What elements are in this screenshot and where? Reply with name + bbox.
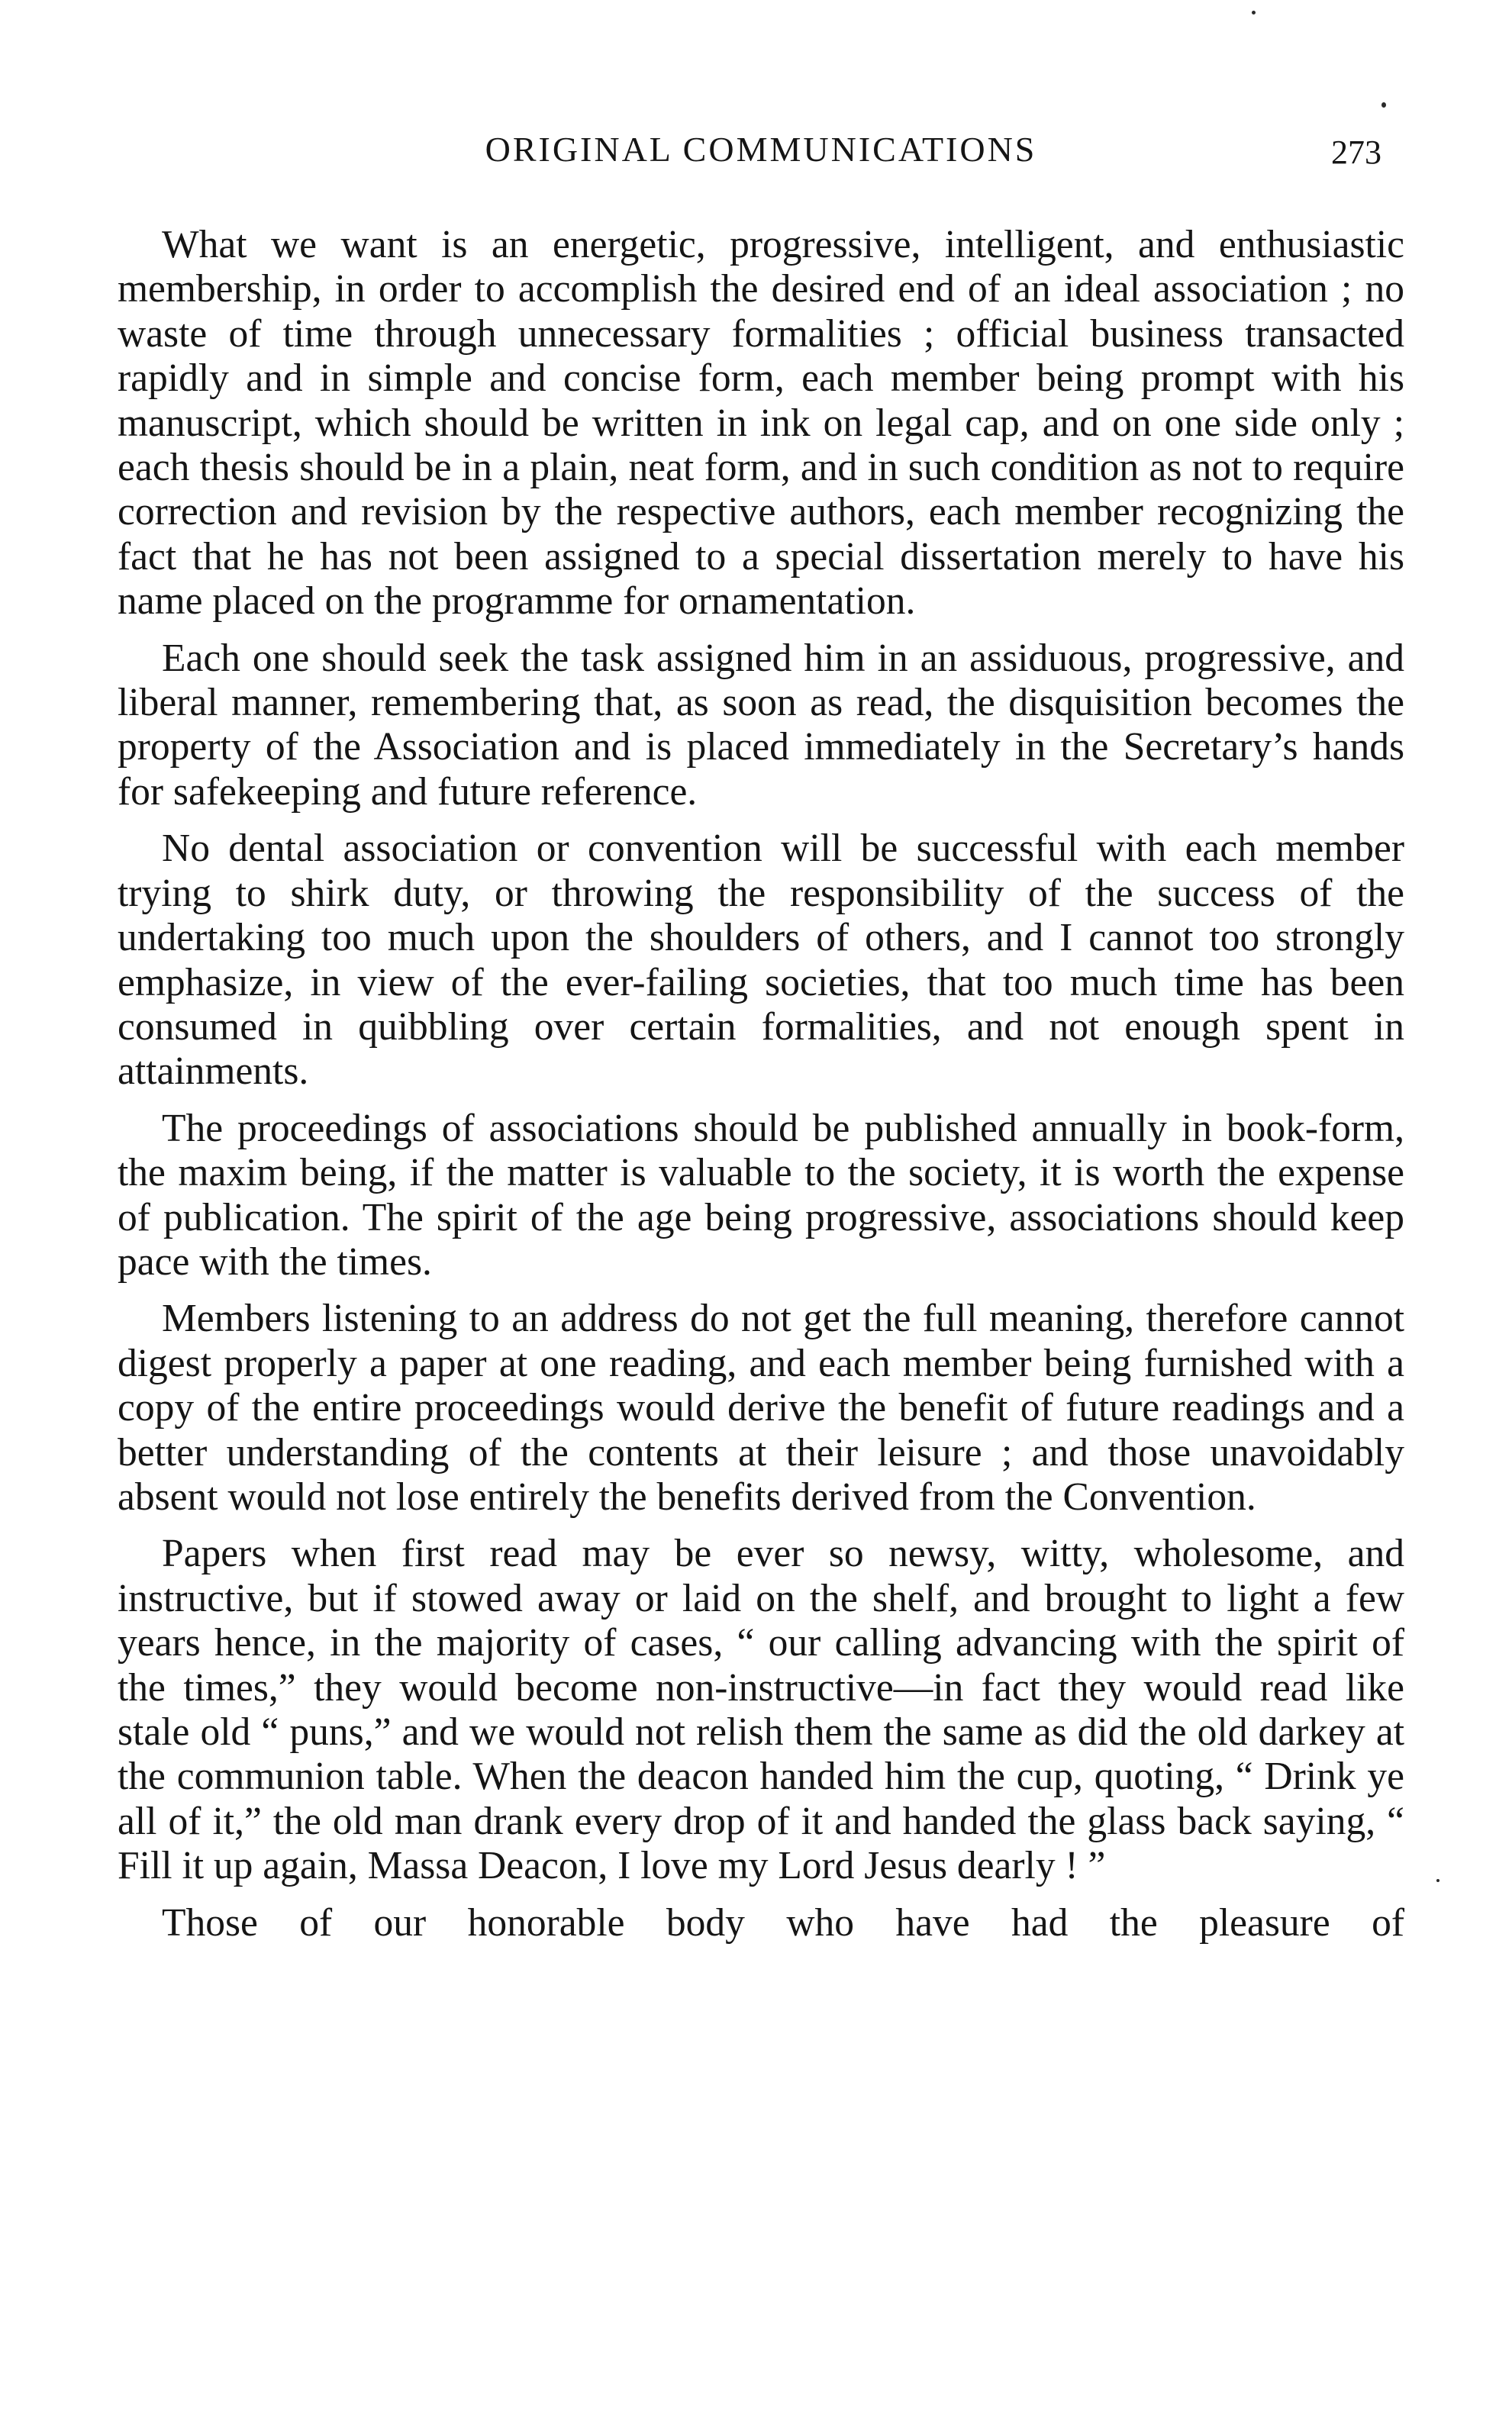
body-text bbox=[118, 223, 1404, 1945]
paragraph: No dental association or convention will be successful with each member trying to shirk duty, or throwing the responsibility of the success of the undertaking too much upon the shoulders of others, and I cannot too strongly emphasize, in view of the ever-failing societies, that too much time has been consumed in quibbling over certain formalities, and not enough spent in attainments. bbox=[118, 827, 1404, 1094]
ink-speck bbox=[1381, 102, 1386, 108]
book-page bbox=[118, 122, 1404, 1945]
ink-speck bbox=[1252, 11, 1256, 15]
paragraph: Each one should seek the task assigned him in an assiduous, progressive, and liberal manner, remembering that, as soon as read, the disquisition becomes the property of the Association and is placed immediately in the Secretary’s hands for safekeeping and future reference. bbox=[118, 636, 1404, 814]
page-number: 273 bbox=[1331, 134, 1381, 171]
paragraph: Those of our honorable body who have had the pleasure of bbox=[162, 1900, 1404, 1945]
paragraph: What we want is an energetic, progressive, intelligent, and enthusiastic membership, in order to accomplish the desired end of an ideal association ; no waste of time through unnecessary formalities ; official business transacted rapidly and in simple and concise form, each member being prompt with his manuscript, which should be written in ink on legal cap, and on one side only ; each thesis should be in a plain, neat form, and in such condition as not to require correction and revision by the respective authors, each member recognizing the fact that he has not been assigned to a special dissertation merely to have his name placed on the programme for ornamentation. bbox=[118, 223, 1404, 624]
paragraph: The proceedings of associations should be published annually in book-form, the maxim being, if the matter is valuable to the society, it is worth the expense of publication. The spirit of the age being progressive, associations should keep pace with the times. bbox=[118, 1106, 1404, 1284]
running-title: ORIGINAL COMMUNICATIONS bbox=[485, 130, 1037, 169]
ink-speck bbox=[1436, 1879, 1439, 1882]
running-head bbox=[118, 122, 1404, 177]
paragraph: Papers when first read may be ever so newsy, witty, wholesome, and instructive, but if stowed away or laid on the shelf, and brought to light a few years hence, in the majority of cases, “ our calling advancing with the spirit of the times,” they would become non-instructive—in fact they would read like stale old “ puns,” and we would not relish them the same as did the old darkey at the communion table. When the deacon handed him the cup, quoting, “ Drink ye all of it,” the old man drank every drop of it and handed the glass back saying, “ Fill it up again, Massa Deacon, I love my Lord Jesus dearly ! ” bbox=[118, 1532, 1404, 1888]
paragraph: Members listening to an address do not get the full meaning, therefore cannot digest properly a paper at one reading, and each member being furnished with a copy of the entire proceedings would derive the benefit of future readings and a better understanding of the contents at their leisure ; and those unavoidably absent would not lose entirely the benefits derived from the Convention. bbox=[118, 1297, 1404, 1519]
